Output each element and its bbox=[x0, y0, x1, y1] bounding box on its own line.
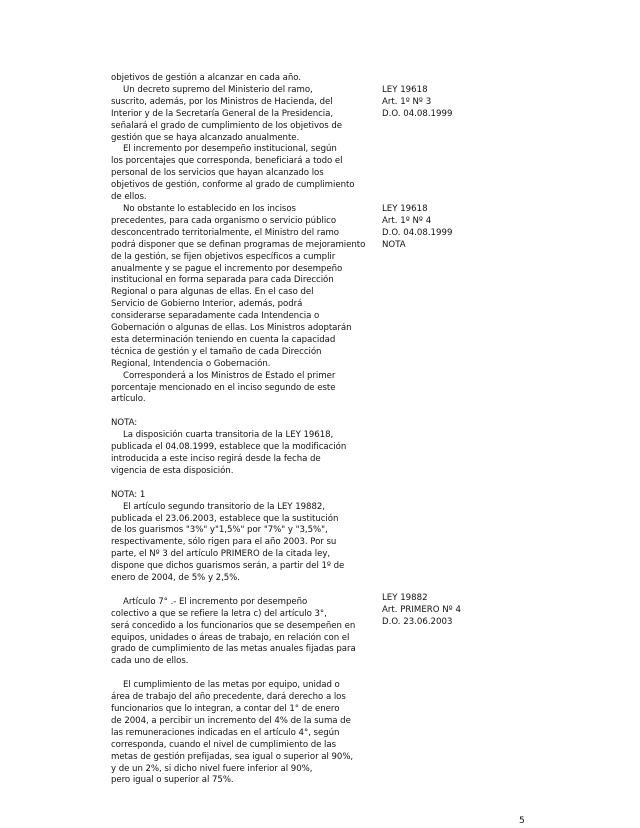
text-line: corresponda, cuando el nivel de cumplimiento de las bbox=[111, 739, 337, 750]
margin-note-line: Art. PRIMERO Nº 4 bbox=[382, 604, 461, 615]
margin-note-line: LEY 19618 bbox=[382, 85, 428, 95]
text-line: dispone que dichos guarismos serán, a partir del 1º de bbox=[111, 561, 345, 572]
margin-note-line: Art. 1º Nº 4 bbox=[382, 215, 432, 226]
body-text-column bbox=[111, 73, 366, 787]
text-line: pero igual o superior al 75%. bbox=[111, 775, 234, 786]
text-line: Servicio de Gobierno Interior, además, podrá bbox=[111, 299, 303, 310]
text-line: metas de gestión prefijadas, sea igual o superior al 90%, bbox=[111, 751, 354, 762]
text-line: suscrito, además, por los Ministros de Hacienda, del bbox=[111, 96, 333, 107]
text-line: La disposición cuarta transitoria de la LEY 19618, bbox=[123, 430, 334, 441]
text-line: objetivos de gestión a alcanzar en cada año. bbox=[111, 73, 301, 83]
text-line: los porcentajes que corresponda, beneficiará a todo el bbox=[111, 156, 343, 167]
text-line: publicada el 23.06.2003, establece que la sustitución bbox=[111, 513, 339, 524]
text-line: cada uno de ellos. bbox=[111, 656, 189, 667]
text-line: de la gestión, se fijen objetivos específicos a cumplir bbox=[111, 251, 336, 262]
text-line: señalará el grado de cumplimiento de los objetivos de bbox=[111, 120, 342, 131]
text-line: de ellos. bbox=[111, 192, 147, 203]
text-line: parte, el Nº 3 del artículo PRIMERO de la citada ley, bbox=[111, 549, 331, 560]
text-line: enero de 2004, de 5% y 2,5%. bbox=[111, 573, 240, 584]
text-line: NOTA: 1 bbox=[111, 489, 146, 500]
text-line: gestión que se haya alcanzado anualmente. bbox=[111, 132, 300, 143]
text-line: Corresponderá a los Ministros de Estado el primer bbox=[123, 370, 336, 381]
text-line: institucional en forma separada para cada Dirección bbox=[111, 275, 334, 286]
text-line: Un decreto supremo del Ministerio del ramo, bbox=[123, 84, 313, 95]
margin-note bbox=[382, 204, 502, 252]
margin-note bbox=[382, 593, 502, 629]
text-line: área de trabajo del año precedente, dará derecho a los bbox=[111, 692, 346, 703]
text-line: introducida a este inciso regirá desde la fecha de bbox=[111, 453, 321, 464]
paragraph-gap bbox=[111, 406, 361, 418]
text-line: porcentaje mencionado en el inciso segundo de este bbox=[111, 382, 336, 393]
text-line: Gobernación o algunas de ellas. Los Ministros adoptarán bbox=[111, 323, 352, 334]
margin-note-line: LEY 19882 bbox=[382, 593, 428, 603]
text-line: técnica de gestión y el tamaño de cada Dirección bbox=[111, 346, 322, 357]
text-line: podrá disponer que se definan programas de mejoramiento bbox=[111, 239, 366, 250]
text-line: equipos, unidades o áreas de trabajo, en relación con el bbox=[111, 632, 350, 643]
text-line: de 2004, a percibir un incremento del 4% de la suma de bbox=[111, 715, 351, 726]
text-line: personal de los servicios que hayan alcanzado los bbox=[111, 168, 324, 179]
text-line: Regional o para algunas de ellas. En el caso del bbox=[111, 287, 314, 298]
text-line: las remuneraciones indicadas en el artículo 4°, según bbox=[111, 727, 340, 738]
text-line: publicada el 04.08.1999, establece que la modificación bbox=[111, 442, 347, 453]
text-line: NOTA: bbox=[111, 418, 138, 429]
margin-note-line: NOTA bbox=[382, 239, 406, 250]
text-line: anualmente y se pague el incremento por desempeño bbox=[111, 263, 343, 274]
text-line: artículo. bbox=[111, 394, 146, 405]
paragraph-gap bbox=[111, 585, 361, 597]
text-line: será concedido a los funcionarios que se desempeñen en bbox=[111, 620, 356, 631]
text-line: El artículo segundo transitorio de la LEY 19882, bbox=[123, 501, 325, 512]
text-line: Interior y de la Secretaría General de la Presidencia, bbox=[111, 108, 333, 119]
paragraph-gap bbox=[111, 668, 361, 680]
text-line: No obstante lo establecido en los incisos bbox=[123, 203, 296, 214]
text-line: de los guarismos "3%" y"1,5%" por "7%" y "3,5%", bbox=[111, 525, 328, 536]
margin-note-line: D.O. 23.06.2003 bbox=[382, 616, 453, 627]
text-line: vigencia de esta disposición. bbox=[111, 465, 234, 476]
text-line: funcionarios que lo integran, a contar del 1° de enero bbox=[111, 703, 340, 714]
text-line: grado de cumplimiento de las metas anuales fijadas para bbox=[111, 644, 356, 655]
text-line: considerarse separadamente cada Intendencia o bbox=[111, 311, 320, 322]
text-line: esta determinación teniendo en cuenta la capacidad bbox=[111, 334, 336, 345]
margin-note-line: D.O. 04.08.1999 bbox=[382, 227, 453, 238]
margin-note-line: D.O. 04.08.1999 bbox=[382, 108, 453, 119]
text-line: Regional, Intendencia o Gobernación. bbox=[111, 358, 271, 369]
text-line: Artículo 7° .- El incremento por desempeño bbox=[123, 596, 308, 607]
margin-note-line: Art. 1º Nº 3 bbox=[382, 96, 432, 107]
text-line: precedentes, para cada organismo o servicio público bbox=[111, 215, 337, 226]
text-line: desconcentrado territorialmente, el Ministro del ramo bbox=[111, 227, 339, 238]
text-line: colectivo a que se refiere la letra c) del artículo 3°, bbox=[111, 608, 327, 619]
paragraph-gap bbox=[111, 478, 361, 490]
page-number: 5 bbox=[519, 816, 525, 826]
text-line: respectivamente, sólo rigen para el año 2003. Por su bbox=[111, 537, 337, 548]
margin-note bbox=[382, 85, 502, 121]
text-line: objetivos de gestión, conforme al grado de cumplimiento bbox=[111, 180, 355, 191]
text-line: El incremento por desempeño institucional, según bbox=[123, 144, 337, 155]
text-line: El cumplimiento de las metas por equipo, unidad o bbox=[123, 680, 340, 691]
text-line: y de un 2%, si dicho nivel fuere inferior al 90%, bbox=[111, 763, 313, 774]
margin-note-line: LEY 19618 bbox=[382, 204, 428, 214]
